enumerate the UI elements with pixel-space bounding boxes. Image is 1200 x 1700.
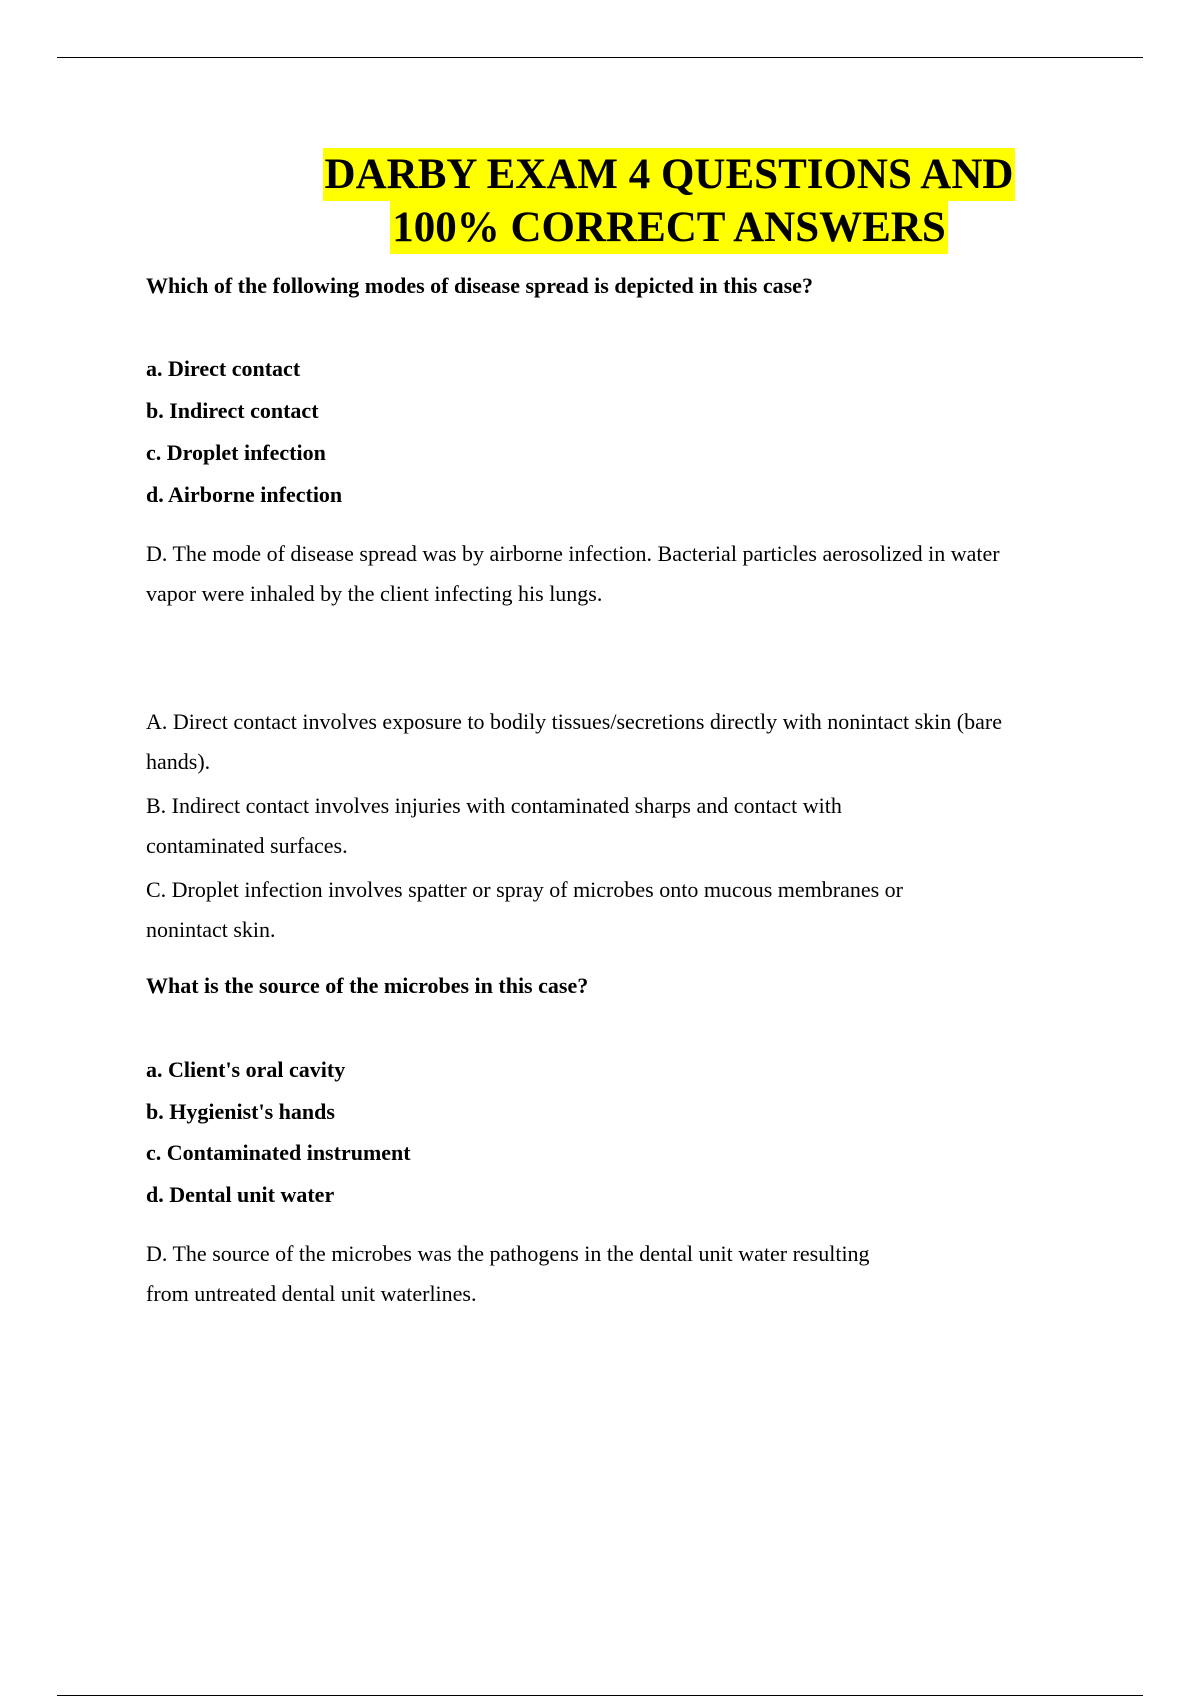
q2-answer-line-2: from untreated dental unit waterlines. xyxy=(146,1281,477,1306)
q1-explanation-a xyxy=(146,702,1002,782)
q2-answer xyxy=(146,1234,870,1314)
question-1: Which of the following modes of disease spread is depicted in this case? xyxy=(146,273,813,298)
q2-option-c: c. Contaminated instrument xyxy=(146,1140,411,1165)
q1-answer-line-1: D. The mode of disease spread was by airborne infection. Bacterial particles aerosolized in water xyxy=(146,541,1000,566)
q2-option-a: a. Client's oral cavity xyxy=(146,1057,346,1082)
header-rule xyxy=(57,57,1143,58)
q1-explanation-c-line-2: nonintact skin. xyxy=(146,917,276,942)
q1-explanation-b-line-2: contaminated surfaces. xyxy=(146,833,348,858)
q2-option-b: b. Hygienist's hands xyxy=(146,1099,335,1124)
q1-explanation-b xyxy=(146,786,842,866)
q1-option-c: c. Droplet infection xyxy=(146,440,326,465)
q1-explanation-c-line-1: C. Droplet infection involves spatter or spray of microbes onto mucous membranes or xyxy=(146,877,903,902)
q1-explanation-c xyxy=(146,870,903,950)
q1-answer xyxy=(146,534,1000,614)
title-line-2: 100% CORRECT ANSWERS xyxy=(390,201,948,254)
q2-option-d: d. Dental unit water xyxy=(146,1182,335,1207)
title-line-1: DARBY EXAM 4 QUESTIONS AND xyxy=(323,148,1016,201)
q1-option-a: a. Direct contact xyxy=(146,356,301,381)
q1-explanation-a-line-1: A. Direct contact involves exposure to bodily tissues/secretions directly with nonintact skin (bare xyxy=(146,709,1002,734)
q2-answer-line-1: D. The source of the microbes was the pathogens in the dental unit water resulting xyxy=(146,1241,870,1266)
question-2: What is the source of the microbes in this case? xyxy=(146,973,589,998)
q1-explanation-b-line-1: B. Indirect contact involves injuries with contaminated sharps and contact with xyxy=(146,793,842,818)
q1-answer-line-2: vapor were inhaled by the client infecting his lungs. xyxy=(146,581,603,606)
footer-rule xyxy=(57,1695,1143,1696)
q1-explanation-a-line-2: hands). xyxy=(146,749,211,774)
document-title xyxy=(0,148,1200,254)
q1-option-b: b. Indirect contact xyxy=(146,398,319,423)
q1-option-d: d. Airborne infection xyxy=(146,482,343,507)
